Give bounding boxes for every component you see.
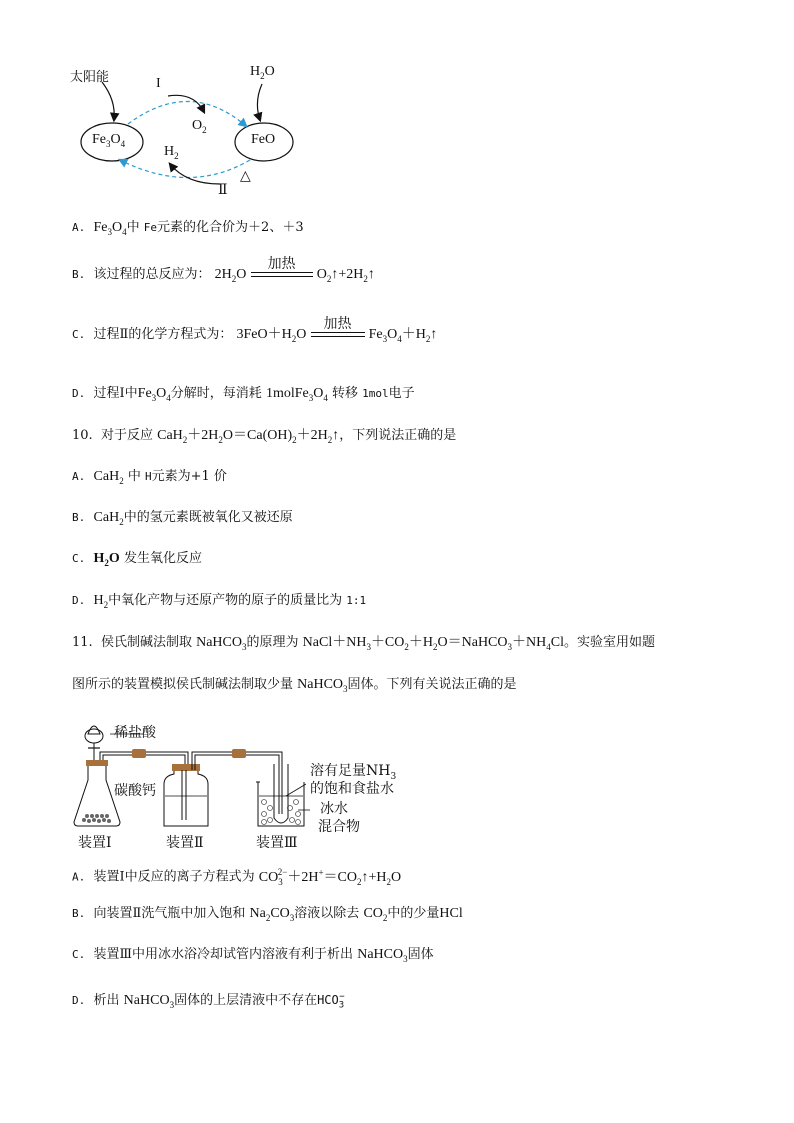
cycle-top-arrow (128, 101, 246, 126)
device2-label: 装置Ⅱ (166, 835, 204, 851)
q10-option-b: B. CaH$_2$中的氢元素既被氧化又被还原 (72, 510, 293, 527)
device1-label: 装置Ⅰ (78, 835, 112, 851)
step2-label: Ⅱ (218, 183, 228, 198)
o2-label: $O_2$ (192, 118, 207, 135)
q11-option-d: D. 析出 NaHCO$_3$固体的上层清液中不存在$HCO_3^-$ (72, 992, 345, 1011)
q9-option-c: C. 过程Ⅱ的化学方程式为： $3FeO+H_2O$ 加热 $Fe_3O_4+H_2↑$ (72, 316, 438, 344)
cycle-bottom-arrow (120, 160, 250, 178)
q11-option-c: C. 装置Ⅲ中用冰水浴冷却试管内溶液有利于析出 NaHCO$_3$固体 (72, 947, 434, 964)
solar-arrow (102, 82, 114, 120)
feo-label: FeO (251, 132, 276, 147)
sol-label-1: 溶有足量$NH_3$ (310, 763, 397, 782)
water-label: $H_2O$ (250, 64, 275, 81)
apparatus-diagram (70, 714, 430, 852)
step1-label: I (156, 76, 161, 91)
fe3o4-label: $Fe_3O_4$ (92, 132, 126, 149)
heat-symbol: △ (240, 168, 251, 184)
h2-arrow (170, 164, 220, 184)
device3-label: 装置Ⅲ (256, 835, 298, 851)
ice-label-2: 混合物 (318, 819, 360, 835)
sol-label-2: 的饱和食盐水 (310, 781, 394, 797)
h2-label: $H_2$ (164, 144, 179, 161)
q10-option-c: C. $H_2O$ 发生氧化反应 (72, 551, 202, 568)
water-arrow (257, 84, 262, 120)
caco3-label: 碳酸钙 (114, 783, 156, 799)
q11-option-b: B. 向装置Ⅱ洗气瓶中加入饱和 $Na_2CO_3$溶液以除去 $CO_2$中的少量HCl (72, 906, 463, 923)
q10-option-d: D. $H_2$中氧化产物与还原产物的原子的质量比为 1:1 (72, 593, 367, 610)
ice-label-1: 冰水 (320, 801, 348, 817)
q10-option-a: A. CaH$_2$ 中 H元素为+1 价 (72, 469, 227, 486)
tube-2 (192, 752, 282, 814)
acid-label: 稀盐酸 (114, 725, 156, 741)
cycle-diagram (70, 60, 310, 210)
q11-stem-line1: 11. 侯氏制碱法制取 NaHCO$_3$的原理为 $NaCl+NH_3+CO_2+H_2O=NaHCO_3+NH_4Cl$。实验室用如题 (72, 635, 655, 652)
q10-stem: 10. 对于反应 $CaH_2+2H_2O=Ca(OH)_2+2H_2↑$，下列说法正确的是 (72, 428, 457, 445)
test-tube (274, 764, 288, 823)
q9-option-b: B. 该过程的总反应为： $2H_2O$ 加热 $O_2↑+2H_2↑$ (72, 256, 375, 284)
q9-option-d: D. 过程Ⅰ中$Fe_3O_4$分解时，每消耗 $1molFe_3O_4$ 转移 1mol电子 (72, 386, 415, 403)
solar-label: 太阳能 (70, 70, 110, 85)
q11-option-a: A. 装置Ⅰ中反应的离子方程式为 $CO_3^{2-}+2H^+=CO_2↑+H_2O$ (72, 867, 402, 887)
o2-arrow (168, 95, 204, 112)
q9-option-a: A. $Fe_3O_4$中 Fe元素的化合价为＋2、＋3 (72, 220, 304, 237)
q11-stem-line2: 图所示的装置模拟侯氏制碱法制取少量 NaHCO$_3$固体。下列有关说法正确的是 (72, 677, 517, 694)
